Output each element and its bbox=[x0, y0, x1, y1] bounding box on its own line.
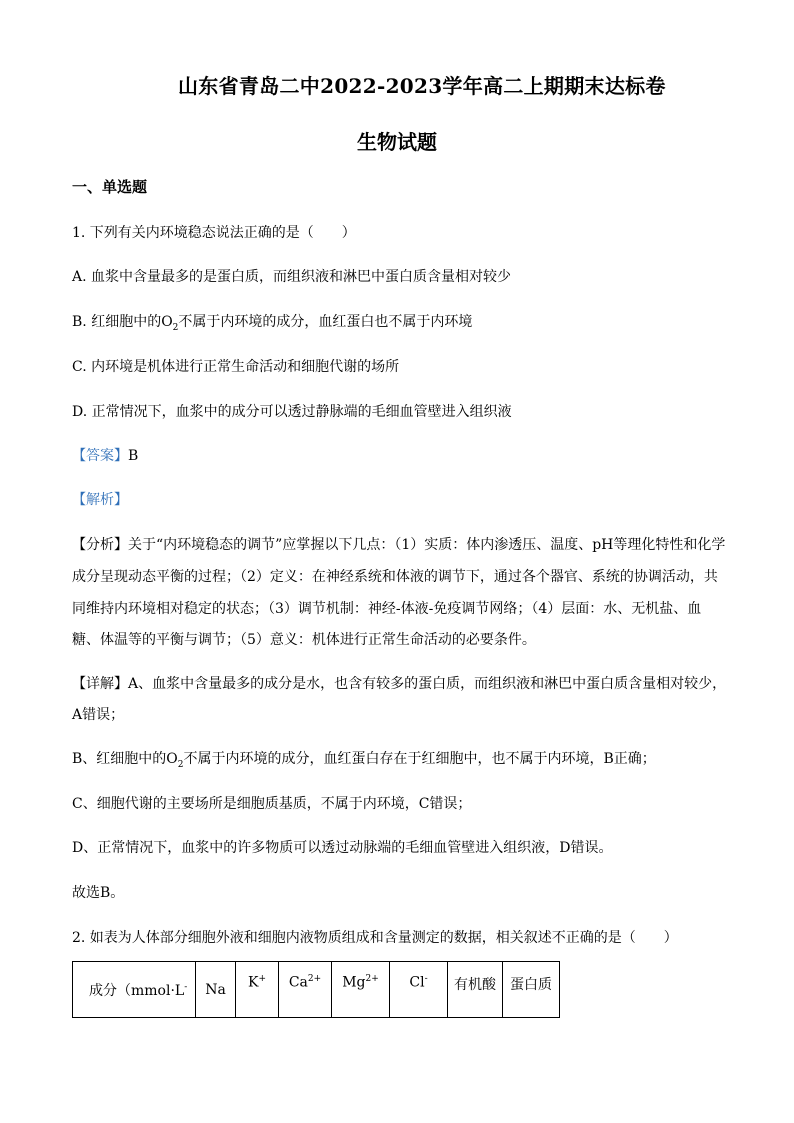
answer-tag: 【答案】 bbox=[72, 448, 128, 464]
section-heading: 一、单选题 bbox=[72, 178, 148, 196]
analysis-tag: 【解析】 bbox=[72, 492, 128, 508]
table-header-cell: Na bbox=[196, 962, 236, 1018]
conclusion-line: 故选B。 bbox=[72, 885, 125, 901]
question-1-option-d: D. 正常情况下，血浆中的成分可以透过静脉端的毛细血管壁进入组织液 bbox=[72, 404, 512, 420]
composition-table bbox=[72, 961, 560, 1018]
table-header-row bbox=[73, 962, 560, 1018]
fenxi-line-2: 成分呈现动态平衡的过程；（2）定义：在神经系统和体液的调节下，通过各个器官、系统的协调活动，共 bbox=[72, 569, 718, 585]
xiangjie-line-b: B、红细胞中的$O_2$不属于内环境的成分，血红蛋白存在于红细胞中，也不属于内环境，B正确； bbox=[72, 751, 656, 770]
xiangjie-line-d: D、正常情况下，血浆中的许多物质可以透过动脉端的毛细血管壁进入组织液，D错误。 bbox=[72, 840, 613, 856]
table-header-cell: $Ca^{2+}$ bbox=[279, 962, 332, 1018]
table-header-cell: 有机酸 bbox=[448, 962, 503, 1018]
fenxi-line-3: 同维持内环境相对稳定的状态；（3）调节机制：神经-体液-免疫调节网络；（4）层面：水、无机盐、血 bbox=[72, 601, 702, 617]
question-1-option-c: C. 内环境是机体进行正常生命活动和细胞代谢的场所 bbox=[72, 359, 400, 375]
table-header-cell: 蛋白质 bbox=[503, 962, 560, 1018]
answer-value: B bbox=[128, 448, 139, 464]
table-header-cell: Cl- bbox=[390, 962, 448, 1018]
page-subtitle: 生物试题 bbox=[357, 130, 437, 154]
table-header-cell: K+ bbox=[236, 962, 279, 1018]
question-1-option-b: B. 红细胞中的$O_2$不属于内环境的成分，血红蛋白也不属于内环境 bbox=[72, 314, 473, 333]
answer-line bbox=[72, 445, 138, 465]
question-1-stem: 1. 下列有关内环境稳态说法正确的是（ ） bbox=[72, 225, 356, 241]
question-1-option-a: A. 血浆中含量最多的是蛋白质，而组织液和淋巴中蛋白质含量相对较少 bbox=[72, 269, 512, 285]
xiangjie-line-a2: A错误； bbox=[72, 707, 125, 723]
fenxi-line-1: 【分析】关于“内环境稳态的调节”应掌握以下几点：（1）实质：体内渗透压、温度、pH等理化特性和化学 bbox=[72, 537, 726, 553]
xiangjie-line-a1: 【详解】A、血浆中含量最多的成分是水，也含有较多的蛋白质，而组织液和淋巴中蛋白质含量相对较少， bbox=[72, 676, 727, 692]
fenxi-line-4: 糖、体温等的平衡与调节；（5）意义：机体进行正常生命活动的必要条件。 bbox=[72, 632, 536, 648]
xiangjie-line-c: C、细胞代谢的主要场所是细胞质基质，不属于内环境，C错误； bbox=[72, 796, 472, 812]
page-title: 山东省青岛二中2022-2023学年高二上期期末达标卷 bbox=[178, 74, 666, 98]
table-header-cell: $Mg^{2+}$ bbox=[332, 962, 390, 1018]
table-header-cell: 成分（mmol·L- bbox=[73, 962, 196, 1018]
question-2-stem: 2. 如表为人体部分细胞外液和细胞内液物质组成和含量测定的数据，相关叙述不正确的是（ ） bbox=[72, 930, 678, 946]
